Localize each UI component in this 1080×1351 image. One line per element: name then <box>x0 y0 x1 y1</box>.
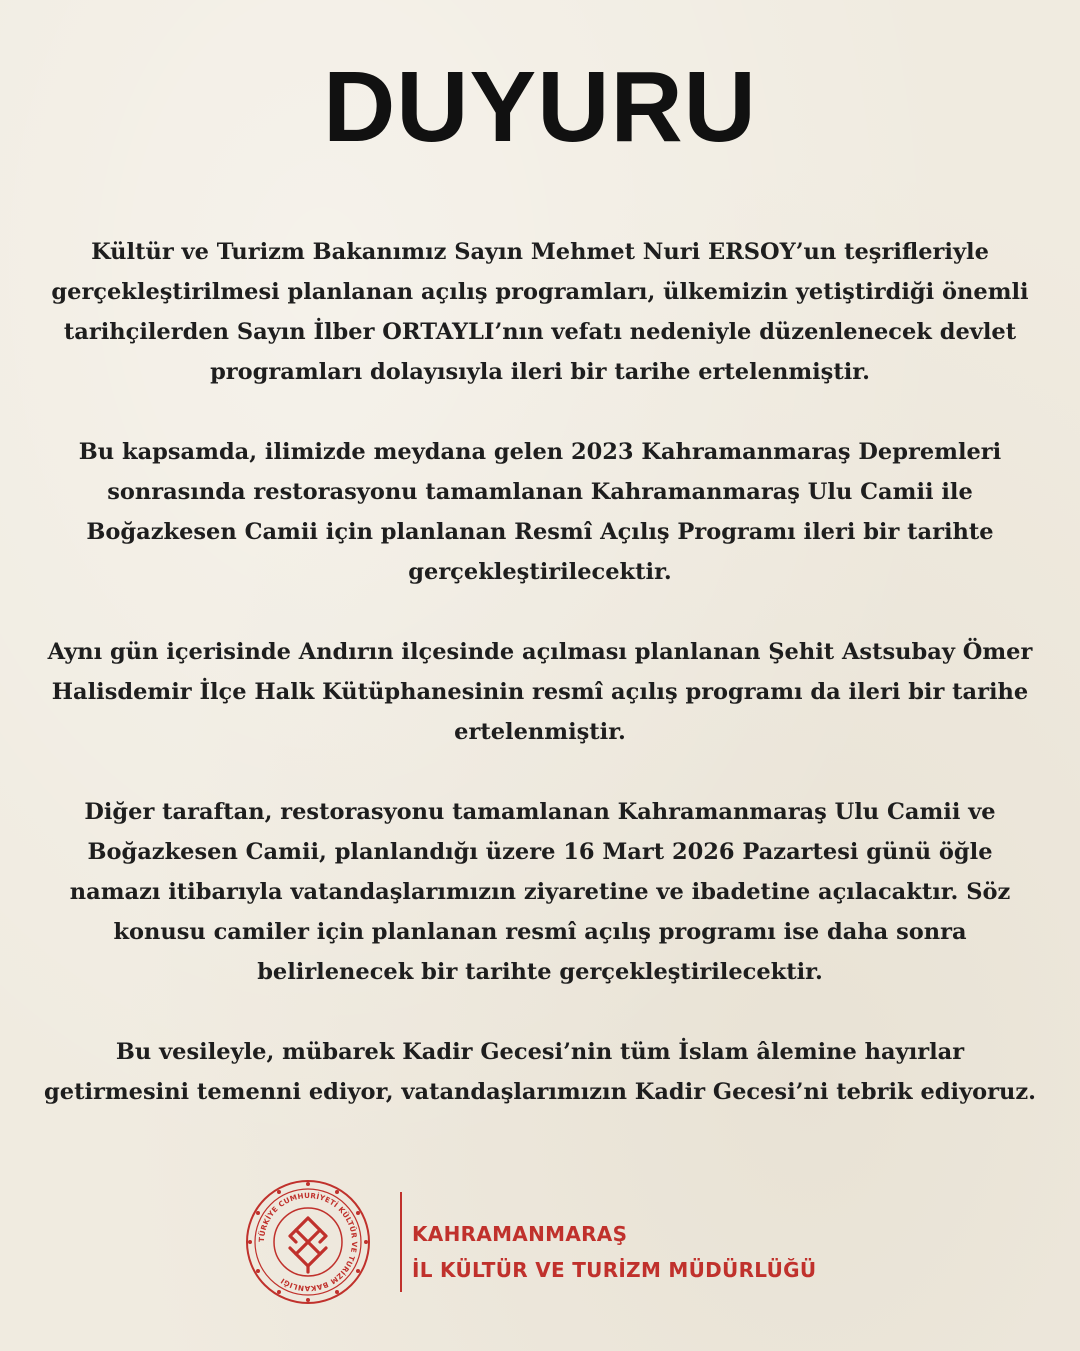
announcement-body <box>40 232 1040 1152</box>
footer-divider <box>400 1192 402 1292</box>
paragraph-3: Aynı gün içerisinde Andırın ilçesinde açılması planlanan Şehit Astsubay Ömer Halisdemir İlçe Halk Kütüphanesinin resmî açılış programı da ileri bir tarihe ertelenmiştir. <box>47 639 1033 745</box>
org-name-line-1: KAHRAMANMARAŞ <box>412 1222 628 1246</box>
paragraph-1: Kültür ve Turizm Bakanımız Sayın Mehmet Nuri ERSOY’un teşrifleriyle gerçekleştirilmesi planlanan açılış programları, ülkemizin yetiştirdiği önemli tarihçilerden Sayın İlber ORTAYLI’nın vefatı nedeniyle düzenlenecek devlet programları dolayısıyla ileri bir tarihe ertelenmiştir. <box>51 239 1029 385</box>
page-title: DUYURU <box>323 51 757 163</box>
footer-signature <box>244 1178 817 1306</box>
org-name-line-2: İL KÜLTÜR VE TURİZM MÜDÜRLÜĞÜ <box>412 1258 817 1282</box>
paragraph-2: Bu kapsamda, ilimizde meydana gelen 2023 Kahramanmaraş Depremleri sonrasında restorasyonu tamamlanan Kahramanmaraş Ulu Camii ile Boğazkesen Camii için planlanan Resmî Açılış Programı ileri bir tarihte gerçekleştirilecektir. <box>78 439 1002 585</box>
paragraph-5: Bu vesileyle, mübarek Kadir Gecesi’nin tüm İslam âlemine hayırlar getirmesini temenni ediyor, vatandaşlarımızın Kadir Gecesi’ni tebrik ediyoruz. <box>44 1039 1036 1105</box>
ministry-seal-icon <box>244 1178 372 1306</box>
seal-text: TÜRKİYE CUMHURİYETİ KÜLTÜR VE TURİZM BAKANLIĞI <box>256 1190 360 1294</box>
paragraph-4: Diğer taraftan, restorasyonu tamamlanan Kahramanmaraş Ulu Camii ve Boğazkesen Camii, planlandığı üzere 16 Mart 2026 Pazartesi günü öğle namazı itibarıyla vatandaşlarımızın ziyaretine ve ibadetine açılacaktır. Söz konusu camiler için planlanan resmî açılış programı ise daha sonra belirlenecek bir tarihte gerçekleştirilecektir. <box>69 799 1011 985</box>
